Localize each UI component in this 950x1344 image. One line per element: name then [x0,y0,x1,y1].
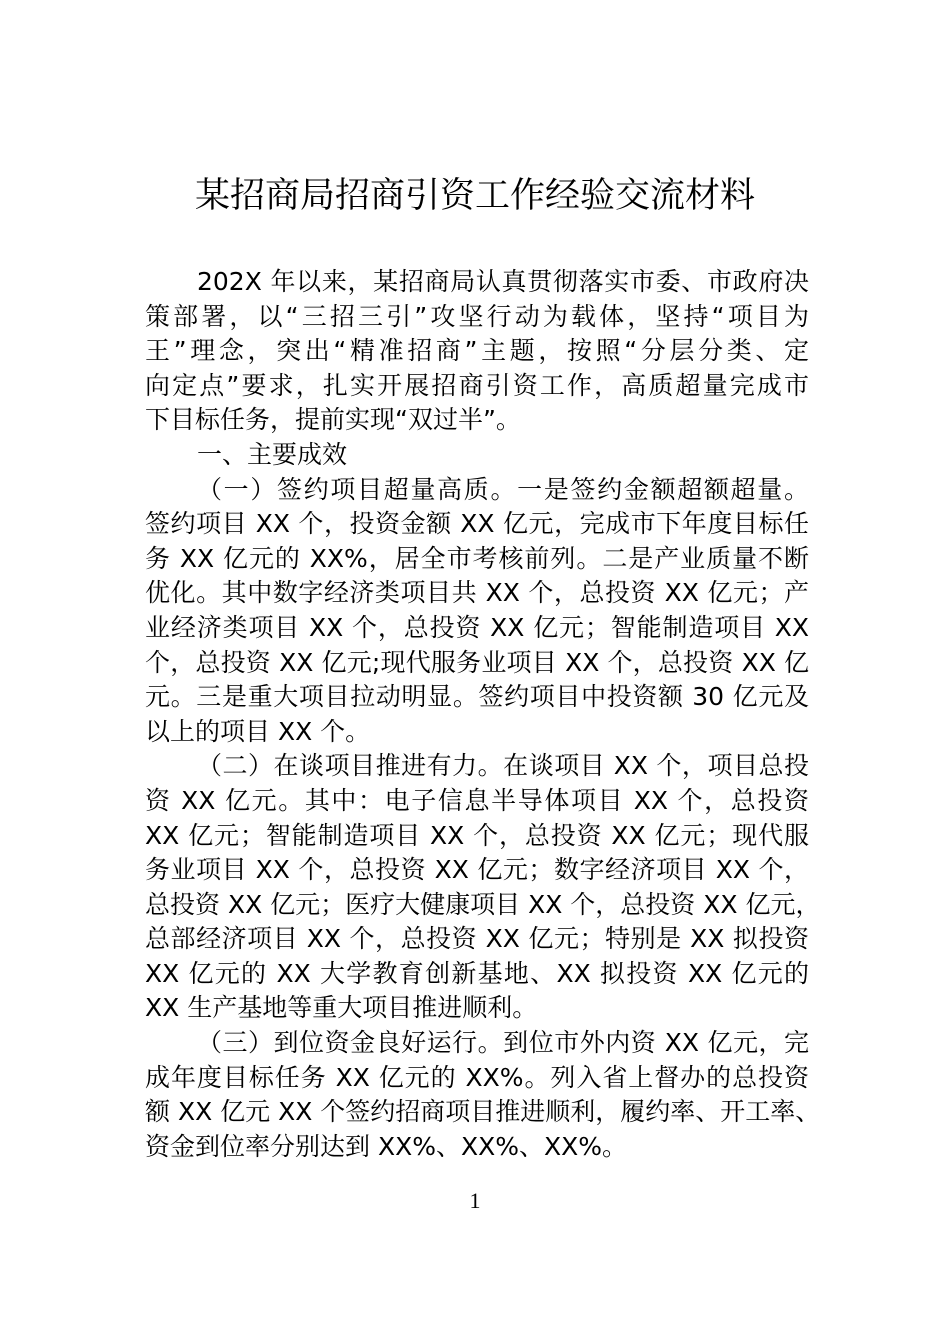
text-line: 资 XX 亿元。其中：电子信息半导体项目 XX 个，总投资 [145,785,809,815]
paragraph [145,473,809,750]
text-line: 额 XX 亿元 XX 个签约招商项目推进顺利，履约率、开工率、 [145,1097,821,1127]
page-number: 1 [469,1188,481,1213]
text-line: 资金到位率分别达到 XX%、XX%、XX%。 [145,1131,627,1161]
text-line: （一）签约项目超量高质。一是签约金额超额超量。 [197,474,809,504]
text-line: （三）到位资金良好运行。到位市外内资 XX 亿元，完 [197,1028,809,1058]
text-line: 总部经济项目 XX 个，总投资 XX 亿元；特别是 XX 拟投资 [145,924,809,954]
text-line: 以上的项目 XX 个。 [145,716,371,746]
document-title: 某招商局招商引资工作经验交流材料 [194,176,755,216]
text-line: 策部署，以“三招三引”攻坚行动为载体，坚持“项目为 [145,301,809,331]
text-line: 王”理念，突出“精准招商”主题，按照“分层分类、定 [145,336,809,366]
text-line: 个，总投资 XX 亿元;现代服务业项目 XX 个，总投资 XX 亿 [145,647,809,677]
text-line: 下目标任务，提前实现“双过半”。 [145,405,521,435]
text-line: 202X 年以来，某招商局认真贯彻落实市委、市政府决 [197,267,809,296]
text-line: 务 XX 亿元的 XX%，居全市考核前列。二是产业质量不断 [145,543,809,573]
document-body [145,265,821,1164]
paragraph [145,1026,821,1164]
text-line: 务业项目 XX 个，总投资 XX 亿元；数字经济项目 XX 个， [145,855,809,885]
text-line: 元。三是重大项目拉动明显。签约项目中投资额 30 亿元及 [145,682,809,712]
text-line: XX 亿元的 XX 大学教育创新基地、XX 拟投资 XX 亿元的 [145,958,809,988]
text-line: XX 亿元；智能制造项目 XX 个，总投资 XX 亿元；现代服 [145,820,809,850]
text-line: 业经济类项目 XX 个，总投资 XX 亿元；智能制造项目 XX [145,612,809,642]
text-line: XX 生产基地等重大项目推进顺利。 [145,993,538,1023]
text-line: 签约项目 XX 个，投资金额 XX 亿元，完成市下年度目标任 [145,509,809,539]
text-line: （二）在谈项目推进有力。在谈项目 XX 个，项目总投 [197,751,809,781]
text-line: 总投资 XX 亿元；医疗大健康项目 XX 个，总投资 XX 亿元， [145,889,821,919]
section-heading [145,438,809,473]
text-line: 优化。其中数字经济类项目共 XX 个，总投资 XX 亿元；产 [145,578,809,608]
text-line: 向定点”要求，扎实开展招商引资工作，高质超量完成市 [145,370,809,400]
paragraph [145,265,809,438]
text-line: 成年度目标任务 XX 亿元的 XX%。列入省上督办的总投资 [145,1062,809,1092]
paragraph [145,749,821,1026]
text-line: 一、主要成效 [197,439,348,469]
